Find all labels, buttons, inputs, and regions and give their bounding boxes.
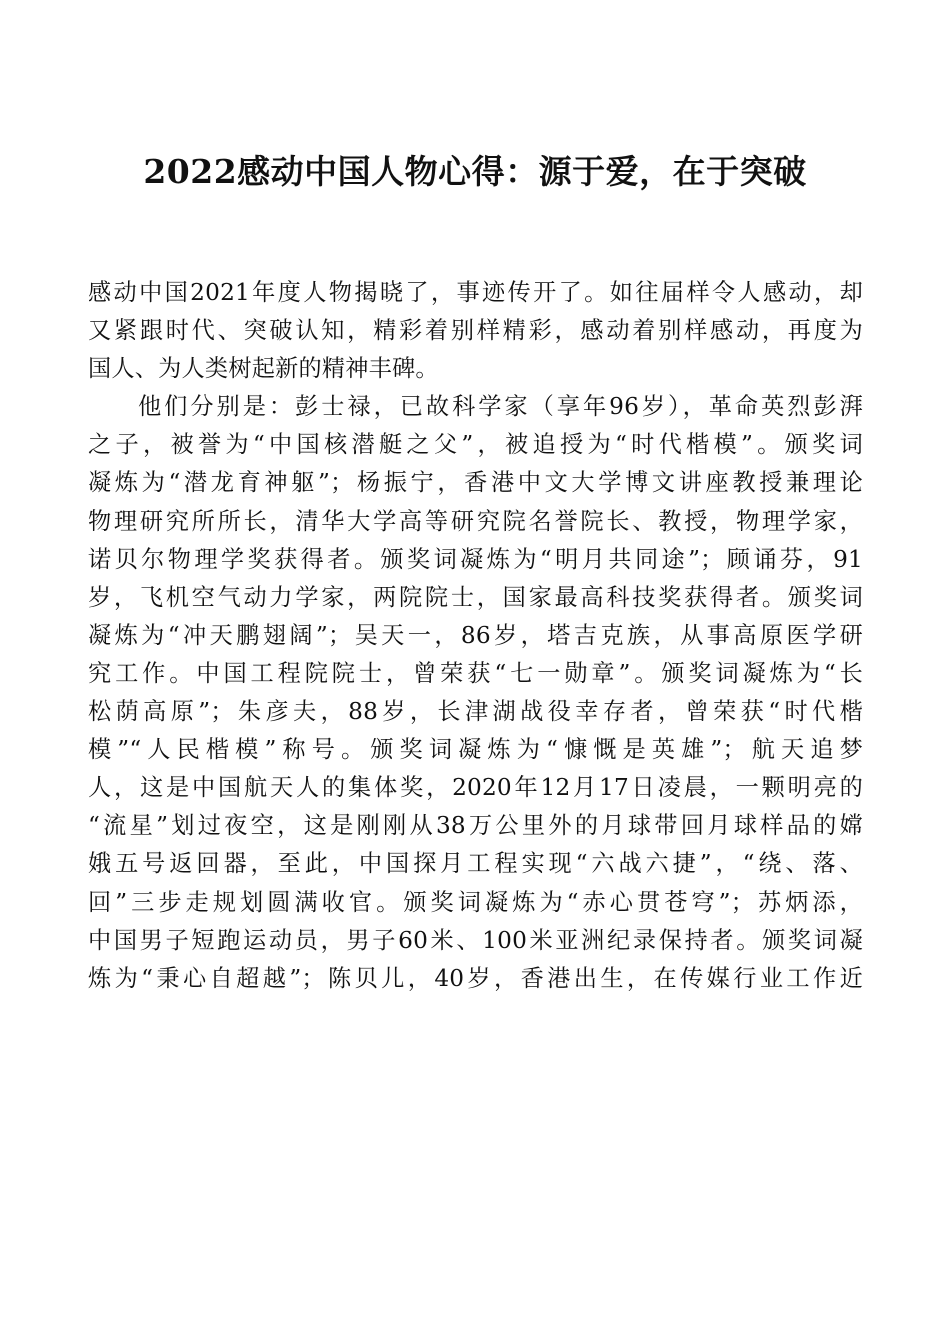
document-title: 2022感动中国人物心得：源于爱，在于突破	[143, 152, 807, 191]
text-line: 感动中国2021年度人物揭晓了，事迹传开了。如往届样令人感动，却	[88, 279, 863, 306]
text-line: 中国男子短跑运动员，男子60米、100米亚洲纪录保持者。颁奖词凝	[88, 926, 863, 954]
text-line: 究工作。中国工程院院士，曾荣获“七一勋章”。颁奖词凝炼为“长	[88, 659, 863, 687]
text-line: “流星”划过夜空，这是刚刚从38万公里外的月球带回月球样品的嫦	[88, 812, 863, 840]
text-line: 炼为“秉心自超越”；陈贝儿，40岁，香港出生，在传媒行业工作近	[88, 964, 863, 992]
text-line: 凝炼为“冲天鹏翅阔”；吴天一，86岁，塔吉克族，从事高原医学研	[88, 621, 863, 649]
paragraph-honorees	[88, 388, 863, 998]
text-line: 岁，飞机空气动力学家，两院院士，国家最高科技奖获得者。颁奖词	[88, 583, 863, 611]
text-line: 他们分别是：彭士禄，已故科学家（享年96岁），革命英烈彭湃	[138, 393, 863, 421]
text-line: 人，这是中国航天人的集体奖，2020年12月17日凌晨，一颗明亮的	[88, 774, 863, 802]
text-line: 之子，被誉为“中国核潜艇之父”，被追授为“时代楷模”。颁奖词	[88, 431, 863, 459]
document-body	[88, 274, 863, 998]
text-line: 物理研究所所长，清华大学高等研究院名誉院长、教授，物理学家，	[88, 507, 863, 535]
text-line: 又紧跟时代、突破认知，精彩着别样精彩，感动着别样感动，再度为	[88, 317, 863, 345]
text-line: 松荫高原”；朱彦夫，88岁，长津湖战役幸存者，曾荣获“时代楷	[88, 698, 863, 726]
paragraph-intro	[88, 274, 863, 388]
text-line: 凝炼为“潜龙育神躯”；杨振宁，香港中文大学博文讲座教授兼理论	[88, 469, 863, 497]
text-line: 诺贝尔物理学奖获得者。颁奖词凝炼为“明月共同途”；顾诵芬，91	[88, 545, 863, 573]
text-line: 模”“人民楷模”称号。颁奖词凝炼为“慷慨是英雄”；航天追梦	[88, 736, 863, 764]
text-line: 国人、为人类树起新的精神丰碑。	[88, 355, 439, 383]
text-line: 回”三步走规划圆满收官。颁奖词凝炼为“赤心贯苍穹”；苏炳添，	[88, 888, 863, 916]
text-line: 娥五号返回器，至此，中国探月工程实现“六战六捷”，“绕、落、	[88, 850, 863, 878]
